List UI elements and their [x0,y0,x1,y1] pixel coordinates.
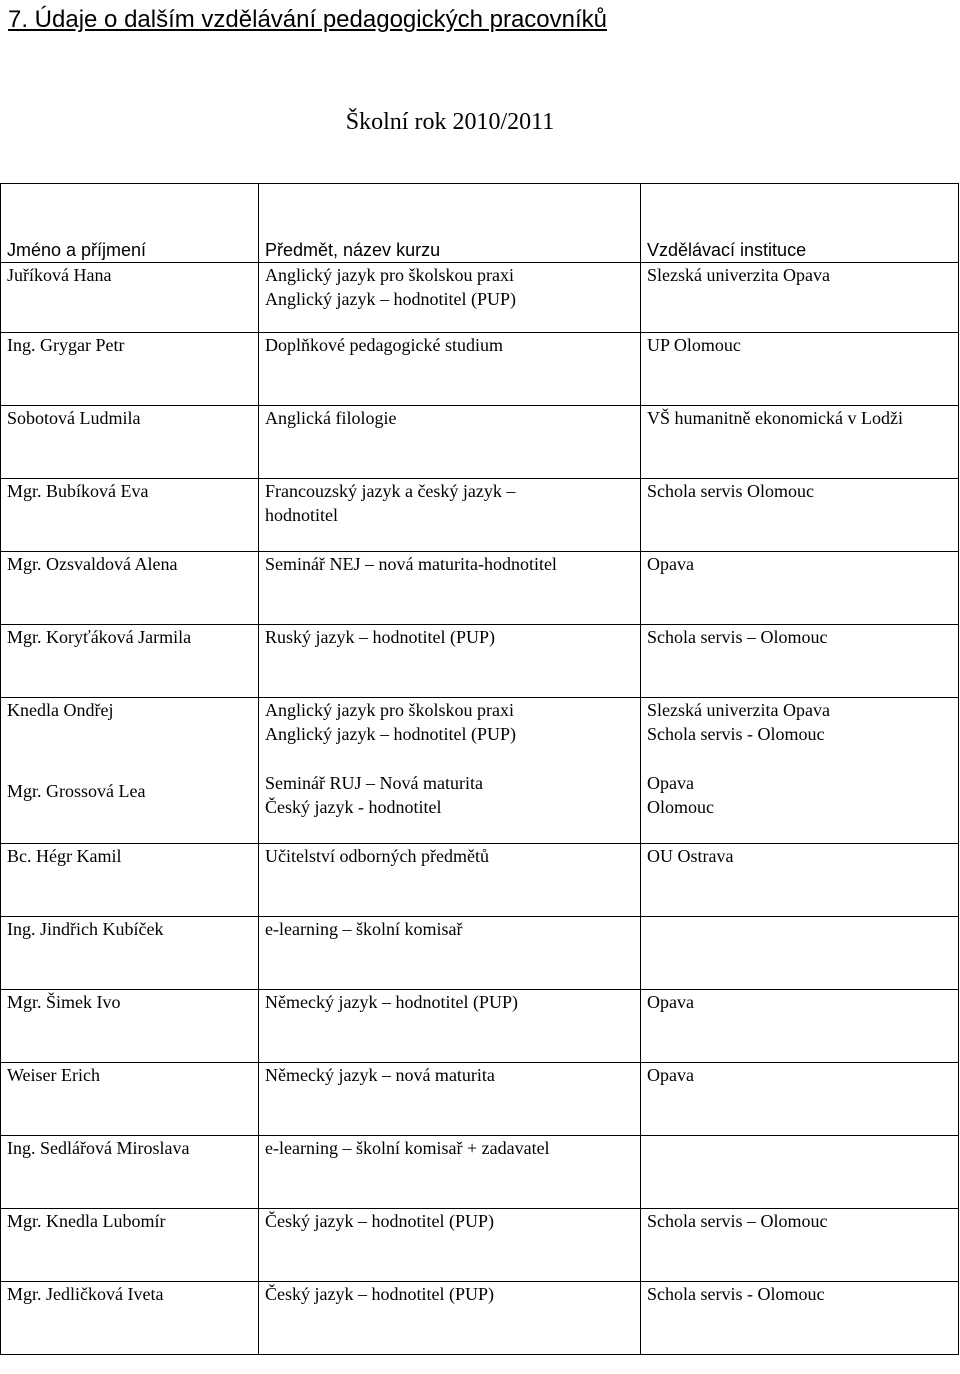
cell-subject [259,1209,641,1282]
subject-line: Doplňkové pedagogické studium [265,335,503,355]
subject-line: Anglická filologie [265,408,397,428]
institution-line: UP Olomouc [647,335,741,355]
table-row [1,333,959,406]
cell-name [1,698,259,844]
table-row [1,844,959,917]
cell-institution [641,263,959,333]
cell-name: Weiser Erich [1,1063,259,1136]
training-table [0,183,959,1355]
cell-subject [259,990,641,1063]
subject-line: Anglický jazyk pro školskou praxi [265,700,514,720]
institution-line: VŠ humanitně ekonomická v Lodži [647,408,903,428]
subject-line: Učitelství odborných předmětů [265,846,489,866]
institution-line: Schola servis - Olomouc [647,724,825,744]
subject-line: Český jazyk - hodnotitel [265,797,442,817]
cell-name: Ing. Grygar Petr [1,333,259,406]
cell-institution [641,333,959,406]
cell-institution [641,844,959,917]
cell-subject [259,333,641,406]
subject-line: Český jazyk – hodnotitel (PUP) [265,1284,494,1304]
table-row [1,990,959,1063]
cell-institution [641,406,959,479]
cell-subject [259,406,641,479]
subject-line: Seminář NEJ – nová maturita-hodnotitel [265,554,557,574]
name-line: Knedla Ondřej [7,700,114,720]
subject-line: Ruský jazyk – hodnotitel (PUP) [265,627,495,647]
table-row [1,1282,959,1355]
cell-name: Mgr. Bubíková Eva [1,479,259,552]
institution-line: Schola servis Olomouc [647,481,814,501]
cell-institution [641,1209,959,1282]
institution-line: Opava [647,773,694,793]
cell-name: Mgr. Knedla Lubomír [1,1209,259,1282]
table-row [1,1136,959,1209]
subject-line: Český jazyk – hodnotitel (PUP) [265,1211,494,1231]
subject-line: Anglický jazyk – hodnotitel (PUP) [265,289,516,309]
cell-name: Mgr. Šimek Ivo [1,990,259,1063]
cell-subject [259,1063,641,1136]
institution-line: Schola servis – Olomouc [647,627,828,647]
table-row [1,479,959,552]
institution-line: Opava [647,554,694,574]
subject-line: Německý jazyk – hodnotitel (PUP) [265,992,518,1012]
cell-name: Mgr. Ozsvaldová Alena [1,552,259,625]
cell-subject [259,552,641,625]
cell-institution [641,917,959,990]
cell-institution [641,990,959,1063]
institution-line: Slezská univerzita Opava [647,700,830,720]
subject-line: Anglický jazyk – hodnotitel (PUP) [265,724,516,744]
table-row [1,552,959,625]
subject-line: e-learning – školní komisař + zadavatel [265,1138,550,1158]
institution-line: Olomouc [647,797,714,817]
header-name: Jméno a příjmení [1,184,259,263]
cell-name: Ing. Sedlářová Miroslava [1,1136,259,1209]
cell-institution [641,1136,959,1209]
table-row [1,1063,959,1136]
cell-institution [641,479,959,552]
table-row [1,917,959,990]
table-row [1,263,959,333]
subject-line: e-learning – školní komisař [265,919,463,939]
section-heading: 7. Údaje o dalším vzdělávání pedagogických pracovníků [8,6,608,33]
institution-line: Opava [647,992,694,1012]
cell-subject [259,917,641,990]
cell-subject [259,625,641,698]
cell-subject [259,1136,641,1209]
institution-line: Slezská univerzita Opava [647,265,830,285]
subject-line: Francouzský jazyk a český jazyk – hodnotitel [265,481,516,525]
cell-institution [641,1282,959,1355]
cell-institution [641,625,959,698]
header-institution: Vzdělávací instituce [641,184,959,263]
cell-name: Juříková Hana [1,263,259,333]
institution-line: Opava [647,1065,694,1085]
cell-name: Mgr. Koryťáková Jarmila [1,625,259,698]
institution-line: Schola servis - Olomouc [647,1284,825,1304]
subject-line: Anglický jazyk pro školskou praxi [265,265,514,285]
table-row [1,1209,959,1282]
cell-subject [259,1282,641,1355]
school-year-title: Školní rok 2010/2011 [345,109,555,135]
name-line: Mgr. Grossová Lea [7,781,146,801]
table-row [1,406,959,479]
cell-subject [259,698,641,844]
institution-line: OU Ostrava [647,846,734,866]
table-row [1,625,959,698]
cell-subject [259,479,641,552]
cell-institution [641,1063,959,1136]
subject-line: Německý jazyk – nová maturita [265,1065,495,1085]
cell-name: Mgr. Jedličková Iveta [1,1282,259,1355]
table-header-row [1,184,959,263]
cell-name: Bc. Hégr Kamil [1,844,259,917]
cell-name: Ing. Jindřich Kubíček [1,917,259,990]
cell-name: Sobotová Ludmila [1,406,259,479]
cell-institution [641,698,959,844]
institution-line: Schola servis – Olomouc [647,1211,828,1231]
table-row [1,698,959,844]
header-subject: Předmět, název kurzu [259,184,641,263]
cell-subject [259,844,641,917]
subject-line: Seminář RUJ – Nová maturita [265,773,483,793]
cell-institution [641,552,959,625]
cell-subject [259,263,641,333]
